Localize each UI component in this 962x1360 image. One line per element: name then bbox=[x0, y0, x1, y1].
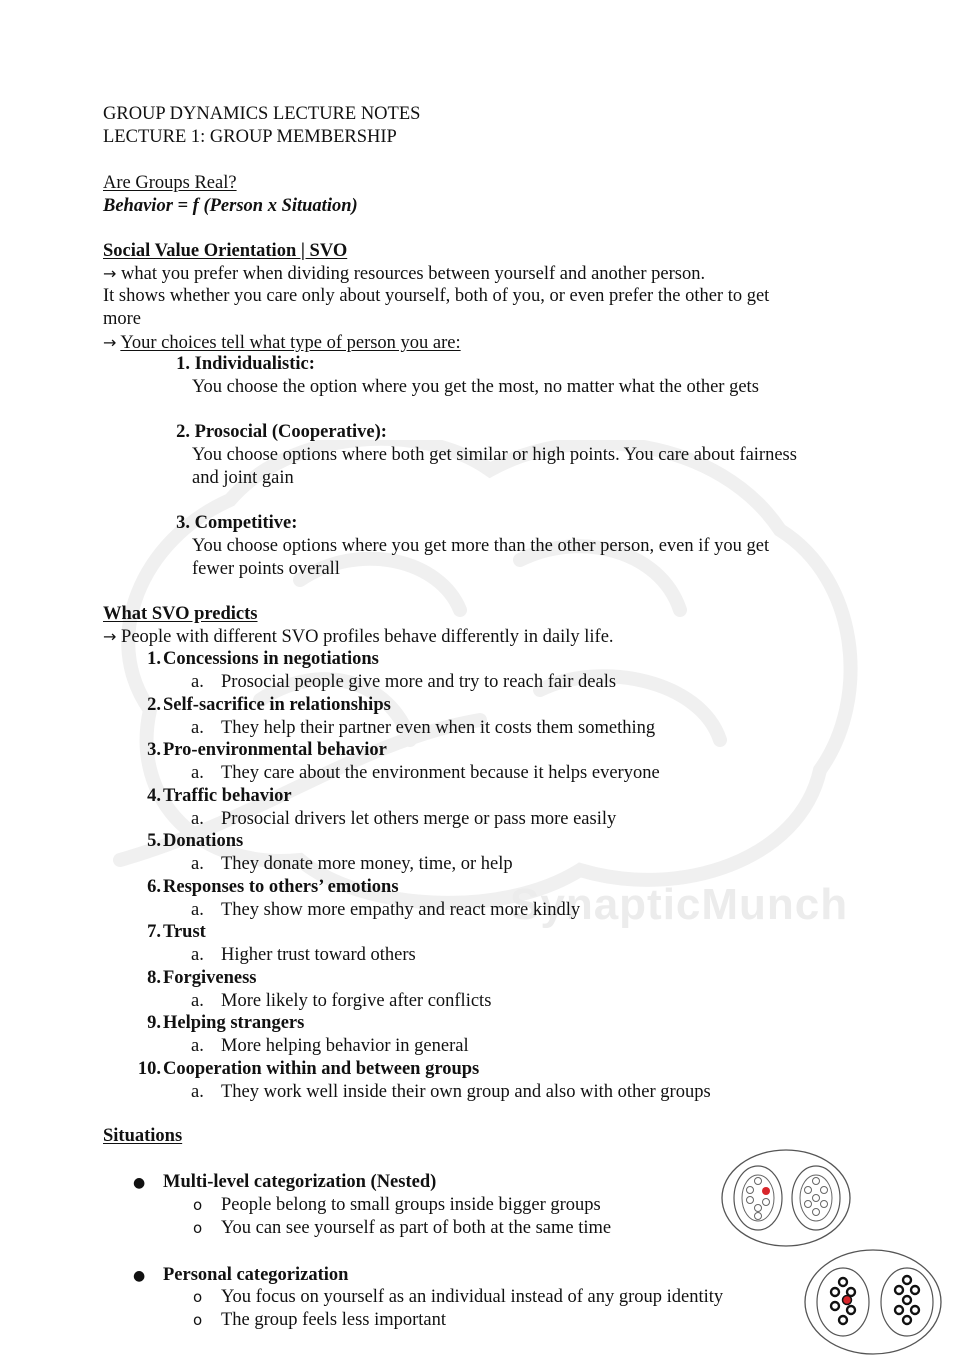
situation-point: You can see yourself as part of both at the same time bbox=[221, 1218, 612, 1238]
predicts-item-detail-text: They help their partner even when it costs them something bbox=[221, 717, 656, 738]
arrow-right-icon: → bbox=[103, 627, 117, 646]
situations-heading: Situations bbox=[103, 1126, 183, 1146]
predicts-item-title: Donations bbox=[163, 831, 244, 851]
predicts-item-title: Pro-environmental behavior bbox=[163, 740, 387, 760]
hollow-bullet-icon: o bbox=[193, 1288, 203, 1306]
predicts-item bbox=[131, 921, 206, 944]
arrow-right-icon: → bbox=[103, 333, 117, 352]
situation-title: Personal categorization bbox=[163, 1265, 349, 1285]
predicts-item-detail bbox=[191, 853, 513, 876]
predicts-item-title: Traffic behavior bbox=[163, 785, 292, 806]
sub-list-letter: a. bbox=[191, 990, 204, 1011]
situation-point: People belong to small groups inside bigger groups bbox=[221, 1195, 601, 1215]
predicts-item-title: Trust bbox=[163, 922, 206, 942]
hollow-bullet-icon: o bbox=[193, 1219, 203, 1237]
predicts-item bbox=[131, 785, 292, 808]
personal-categorization-diagram bbox=[803, 1248, 943, 1356]
predicts-item-title: Self-sacrifice in relationships bbox=[163, 694, 391, 715]
doc-title: GROUP DYNAMICS LECTURE NOTES bbox=[103, 104, 421, 124]
list-number: 10. bbox=[137, 1058, 161, 1079]
predicts-item-detail bbox=[191, 762, 660, 785]
list-number: 4. bbox=[147, 785, 161, 806]
svo-type-description: You choose the option where you get the most, no matter what the other gets bbox=[192, 377, 759, 397]
sub-list-letter: a. bbox=[191, 763, 204, 783]
list-number: 1. bbox=[176, 354, 190, 374]
nested-categorization-diagram bbox=[720, 1148, 852, 1248]
arrow-right-icon: → bbox=[103, 264, 117, 283]
predicts-item-detail bbox=[191, 717, 655, 740]
predicts-item-detail-text: More likely to forgive after conflicts bbox=[221, 990, 492, 1011]
predicts-item-title: Helping strangers bbox=[163, 1013, 305, 1033]
predicts-item bbox=[131, 830, 243, 853]
list-number: 3. bbox=[176, 513, 190, 533]
svo-type-title bbox=[160, 512, 297, 535]
predicts-item bbox=[131, 967, 257, 990]
sub-list-letter: a. bbox=[191, 945, 204, 965]
predicts-item-detail-text: They donate more money, time, or help bbox=[221, 854, 513, 874]
watermark-text: SynapticMunch bbox=[510, 880, 849, 929]
predicts-item-detail-text: They care about the environment because it helps everyone bbox=[221, 763, 660, 783]
svo-type-name: Prosocial (Cooperative): bbox=[194, 422, 387, 442]
predicts-item-detail bbox=[191, 808, 616, 831]
sub-list-letter: a. bbox=[191, 672, 204, 692]
svo-type-description: You choose options where you get more than the other person, even if you get bbox=[192, 536, 770, 556]
list-number: 6. bbox=[147, 876, 161, 897]
predicts-item bbox=[131, 739, 387, 762]
predicts-item-detail-text: Prosocial drivers let others merge or pass more easily bbox=[221, 808, 617, 829]
predicts-item-detail-text: Higher trust toward others bbox=[221, 945, 416, 965]
list-number: 2. bbox=[176, 422, 190, 442]
predicts-heading: What SVO predicts bbox=[103, 604, 258, 624]
predicts-item-detail bbox=[191, 1035, 469, 1058]
predicts-item-title: Cooperation within and between groups bbox=[163, 1058, 480, 1079]
predicts-item bbox=[131, 1058, 479, 1081]
predicts-item bbox=[131, 876, 399, 899]
sub-list-letter: a. bbox=[191, 717, 204, 738]
predicts-item-title: Responses to others’ emotions bbox=[163, 876, 399, 897]
svo-def-text: what you prefer when dividing resources between yourself and another person. bbox=[121, 264, 706, 284]
predicts-item bbox=[131, 1012, 304, 1035]
svo-def-line3: more bbox=[103, 309, 142, 329]
predicts-item-detail bbox=[191, 1081, 711, 1104]
svo-type-description-cont: fewer points overall bbox=[192, 559, 340, 579]
svo-type-description: You choose options where both get similar or high points. You care about fairness bbox=[192, 445, 797, 465]
behavior-formula: Behavior = f (Person x Situation) bbox=[103, 196, 358, 216]
sub-list-letter: a. bbox=[191, 1081, 204, 1102]
bullet-icon: ● bbox=[133, 1175, 146, 1191]
predicts-intro bbox=[103, 625, 614, 649]
predicts-item-detail-text: More helping behavior in general bbox=[221, 1036, 469, 1056]
predicts-item-detail-text: Prosocial people give more and try to reach fair deals bbox=[221, 672, 617, 692]
svo-def-line2: It shows whether you care only about yourself, both of you, or even prefer the other to get bbox=[103, 286, 770, 306]
hollow-bullet-icon: o bbox=[193, 1311, 203, 1329]
sub-list-letter: a. bbox=[191, 854, 204, 874]
predicts-item bbox=[131, 694, 391, 717]
predicts-intro-text: People with different SVO profiles behave differently in daily life. bbox=[121, 627, 614, 647]
svo-choices-text: Your choices tell what type of person you are: bbox=[120, 333, 461, 353]
situation-title: Multi-level categorization (Nested) bbox=[163, 1172, 437, 1192]
svo-type-description-cont: and joint gain bbox=[192, 468, 294, 488]
sub-list-letter: a. bbox=[191, 1036, 204, 1056]
predicts-item-detail bbox=[191, 944, 416, 967]
list-number: 1. bbox=[147, 649, 161, 669]
predicts-item-detail bbox=[191, 990, 491, 1013]
svo-type-title bbox=[160, 421, 387, 444]
predicts-item-detail bbox=[191, 671, 616, 694]
bullet-icon: ● bbox=[133, 1268, 146, 1284]
svo-type-name: Competitive: bbox=[194, 513, 298, 533]
predicts-item-detail bbox=[191, 899, 580, 922]
sub-list-letter: a. bbox=[191, 899, 204, 920]
situation-point: You focus on yourself as an individual instead of any group identity bbox=[221, 1287, 724, 1307]
svo-definition bbox=[103, 262, 705, 286]
list-number: 7. bbox=[147, 922, 161, 942]
list-number: 9. bbox=[147, 1013, 161, 1033]
svo-heading: Social Value Orientation | SVO bbox=[103, 241, 348, 261]
hollow-bullet-icon: o bbox=[193, 1196, 203, 1214]
sub-list-letter: a. bbox=[191, 808, 204, 829]
predicts-item-detail-text: They show more empathy and react more kindly bbox=[221, 899, 581, 920]
predicts-item bbox=[131, 648, 379, 671]
list-number: 5. bbox=[147, 831, 161, 851]
situation-point: The group feels less important bbox=[221, 1310, 447, 1330]
predicts-item-detail-text: They work well inside their own group and also with other groups bbox=[221, 1081, 711, 1102]
svo-type-name: Individualistic: bbox=[194, 354, 315, 374]
svo-choices-intro bbox=[103, 331, 461, 355]
list-number: 2. bbox=[147, 694, 161, 715]
groups-question: Are Groups Real? bbox=[103, 173, 237, 193]
predicts-item-title: Forgiveness bbox=[163, 967, 257, 988]
predicts-item-title: Concessions in negotiations bbox=[163, 649, 379, 669]
svo-type-title bbox=[160, 353, 315, 376]
list-number: 8. bbox=[147, 967, 161, 988]
lecture-title: LECTURE 1: GROUP MEMBERSHIP bbox=[103, 127, 397, 147]
list-number: 3. bbox=[147, 740, 161, 760]
